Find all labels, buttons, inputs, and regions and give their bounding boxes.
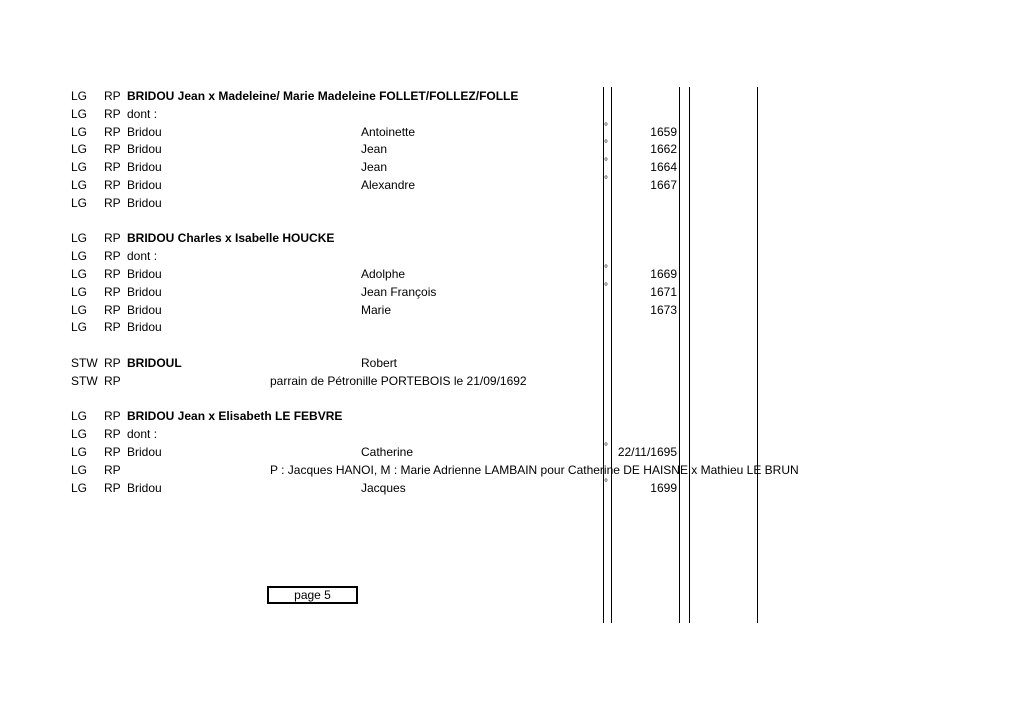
source-cell: LG [71,195,88,210]
table-row [0,372,1024,390]
baptism-mark: ° [604,139,608,151]
rp-cell: RP [104,249,121,264]
rp-cell: RP [104,160,121,175]
baptism-mark: ° [604,477,608,489]
rp-cell: RP [104,89,121,103]
surname-cell: Bridou [127,480,162,495]
table-row [0,105,1024,123]
note-cell: parrain de Pétronille PORTEBOIS le 21/09/1692 [270,373,527,388]
table-row [0,158,1024,176]
table-row [0,283,1024,301]
date-cell: 22/11/1695 [617,445,677,459]
source-cell: LG [71,445,88,459]
date-cell: 1671 [650,284,677,299]
surname-cell: dont : [127,427,158,442]
table-row [0,301,1024,319]
source-cell: LG [71,409,88,424]
surname-cell: Bridou [127,302,162,317]
firstname-cell: Antoinette [361,124,416,139]
source-cell: LG [71,178,88,192]
source-cell: LG [71,462,88,477]
source-cell: LG [71,302,88,317]
surname-cell: BRIDOU Jean x Elisabeth LE FEBVRE [127,409,343,424]
firstname-cell: Jean [361,160,388,175]
source-cell: LG [71,427,88,442]
surname-cell: Bridou [127,142,162,157]
date-cell: 1673 [650,302,677,317]
firstname-cell: Jean François [361,284,437,299]
date-cell: 1662 [650,142,677,157]
source-cell: LG [71,89,88,103]
page-number-box [267,586,358,604]
table-row [0,318,1024,336]
source-cell: LG [71,249,88,264]
rp-cell: RP [104,124,121,139]
rp-cell: RP [104,142,121,157]
table-row [0,479,1024,497]
surname-cell: BRIDOU Charles x Isabelle HOUCKE [127,231,335,246]
surname-cell: dont : [127,106,158,121]
firstname-cell: Catherine [361,445,414,459]
firstname-cell: Alexandre [361,178,416,192]
rp-cell: RP [104,373,121,388]
table-row [0,407,1024,425]
firstname-cell: Jacques [361,480,406,495]
rp-cell: RP [104,302,121,317]
surname-cell: BRIDOU Jean x Madeleine/ Marie Madeleine FOLLET/FOLLEZ/FOLLE [127,89,519,103]
rp-cell: RP [104,267,121,281]
table-row [0,443,1024,461]
firstname-cell: Adolphe [361,267,406,281]
rp-cell: RP [104,480,121,495]
surname-cell: BRIDOUL [127,356,182,370]
date-cell: 1664 [650,160,677,175]
baptism-mark: ° [604,157,608,169]
table-row [0,229,1024,247]
table-row [0,247,1024,265]
source-cell: LG [71,480,88,495]
firstname-cell: Marie [361,302,392,317]
surname-cell: Bridou [127,267,162,281]
date-cell: 1669 [650,267,677,281]
firstname-cell: Jean [361,142,388,157]
rp-cell: RP [104,445,121,459]
blank-row [0,212,1024,230]
table-row [0,176,1024,194]
source-cell: LG [71,142,88,157]
rp-cell: RP [104,284,121,299]
table-row [0,265,1024,283]
rp-cell: RP [104,178,121,192]
surname-cell: dont : [127,249,158,264]
table-row [0,425,1024,443]
surname-cell: Bridou [127,445,162,459]
rp-cell: RP [104,195,121,210]
surname-cell: Bridou [127,284,162,299]
blank-row [0,390,1024,408]
page-number: page 5 [294,588,331,602]
date-cell: 1699 [650,480,677,495]
surname-cell: Bridou [127,320,162,335]
table-row [0,194,1024,212]
blank-row [0,336,1024,354]
source-cell: STW [71,373,98,388]
baptism-mark: ° [604,121,608,133]
rp-cell: RP [104,106,121,121]
rp-cell: RP [104,462,121,477]
table-row [0,140,1024,158]
baptism-mark: ° [604,281,608,293]
source-cell: LG [71,160,88,175]
baptism-mark: ° [604,442,608,453]
table-row [0,87,1024,105]
surname-cell: Bridou [127,124,162,139]
source-cell: LG [71,267,88,281]
surname-cell: Bridou [127,160,162,175]
rp-cell: RP [104,409,121,424]
surname-cell: Bridou [127,195,162,210]
rp-cell: RP [104,356,121,370]
source-cell: LG [71,231,88,246]
rp-cell: RP [104,231,121,246]
baptism-mark: ° [604,264,608,275]
table-row [0,354,1024,372]
source-cell: LG [71,106,88,121]
source-cell: LG [71,284,88,299]
date-cell: 1667 [650,178,677,192]
firstname-cell: Robert [361,356,398,370]
table-row [0,461,1024,479]
note-cell: P : Jacques HANOI, M : Marie Adrienne LAMBAIN pour Catherine DE HAISNE x Mathieu LE BRUN [270,462,799,477]
date-cell: 1659 [650,124,677,139]
source-cell: STW [71,356,98,370]
baptism-mark: ° [604,175,608,186]
surname-cell: Bridou [127,178,162,192]
source-cell: LG [71,320,88,335]
table-row [0,123,1024,141]
rp-cell: RP [104,320,121,335]
rp-cell: RP [104,427,121,442]
source-cell: LG [71,124,88,139]
